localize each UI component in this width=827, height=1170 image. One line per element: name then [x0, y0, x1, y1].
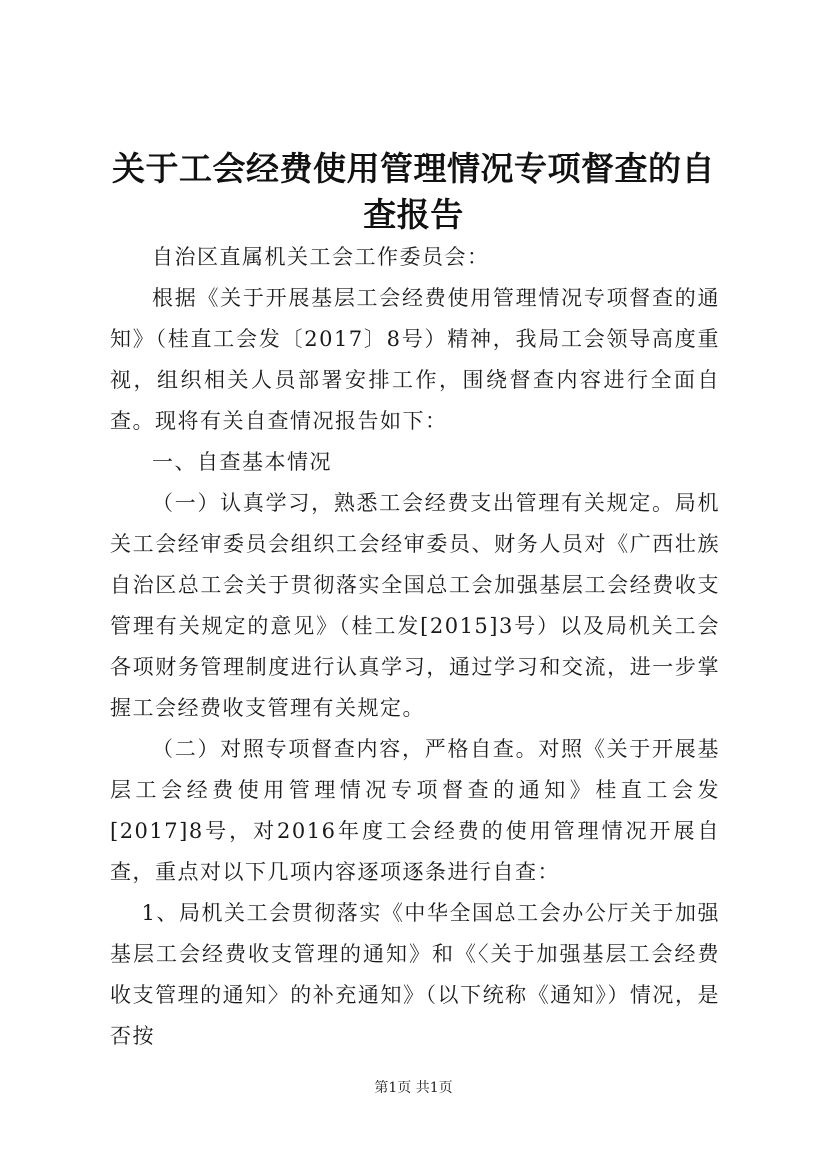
- paragraph-intro: 根据《关于开展基层工会经费使用管理情况专项督查的通知》（桂直工会发〔2017〕8号）精神，我局工会领导高度重视，组织相关人员部署安排工作，围绕督查内容进行全面自查。现将有关自查情况报告如下：: [110, 286, 720, 433]
- document-title: 关于工会经费使用管理情况专项督查的自查报告: [112, 149, 715, 234]
- paragraph-item-1: 1、局机关工会贯彻落实《中华全国总工会办公厅关于加强基层工会经费收支管理的通知》和《〈关于加强基层工会经费收支管理的通知〉的补充通知》（以下统称《通知》）情况，是否按: [110, 901, 720, 1048]
- document-body: [110, 237, 720, 1057]
- page-number: 第1页 共1页: [374, 1080, 453, 1096]
- section-heading-1: 一、自查基本情况: [152, 450, 332, 474]
- paragraph-self-check: （二）对照专项督查内容，严格自查。对照《关于开展基层工会经费使用管理情况专项督查的通知》桂直工会发[2017]8号，对2016年度工会经费的使用管理情况开展自查，重点对以下几项内容逐项逐条进行自查：: [110, 737, 720, 884]
- paragraph-study: （一）认真学习，熟悉工会经费支出管理有关规定。局机关工会经审委员会组织工会经审委员、财务人员对《广西壮族自治区总工会关于贯彻落实全国总工会加强基层工会经费收支管理有关规定的意见》（桂工发[2015]3号）以及局机关工会各项财务管理制度进行认真学习，通过学习和交流，进一步掌握工会经费收支管理有关规定。: [110, 491, 720, 720]
- salutation: 自治区直属机关工会工作委员会：: [152, 245, 490, 269]
